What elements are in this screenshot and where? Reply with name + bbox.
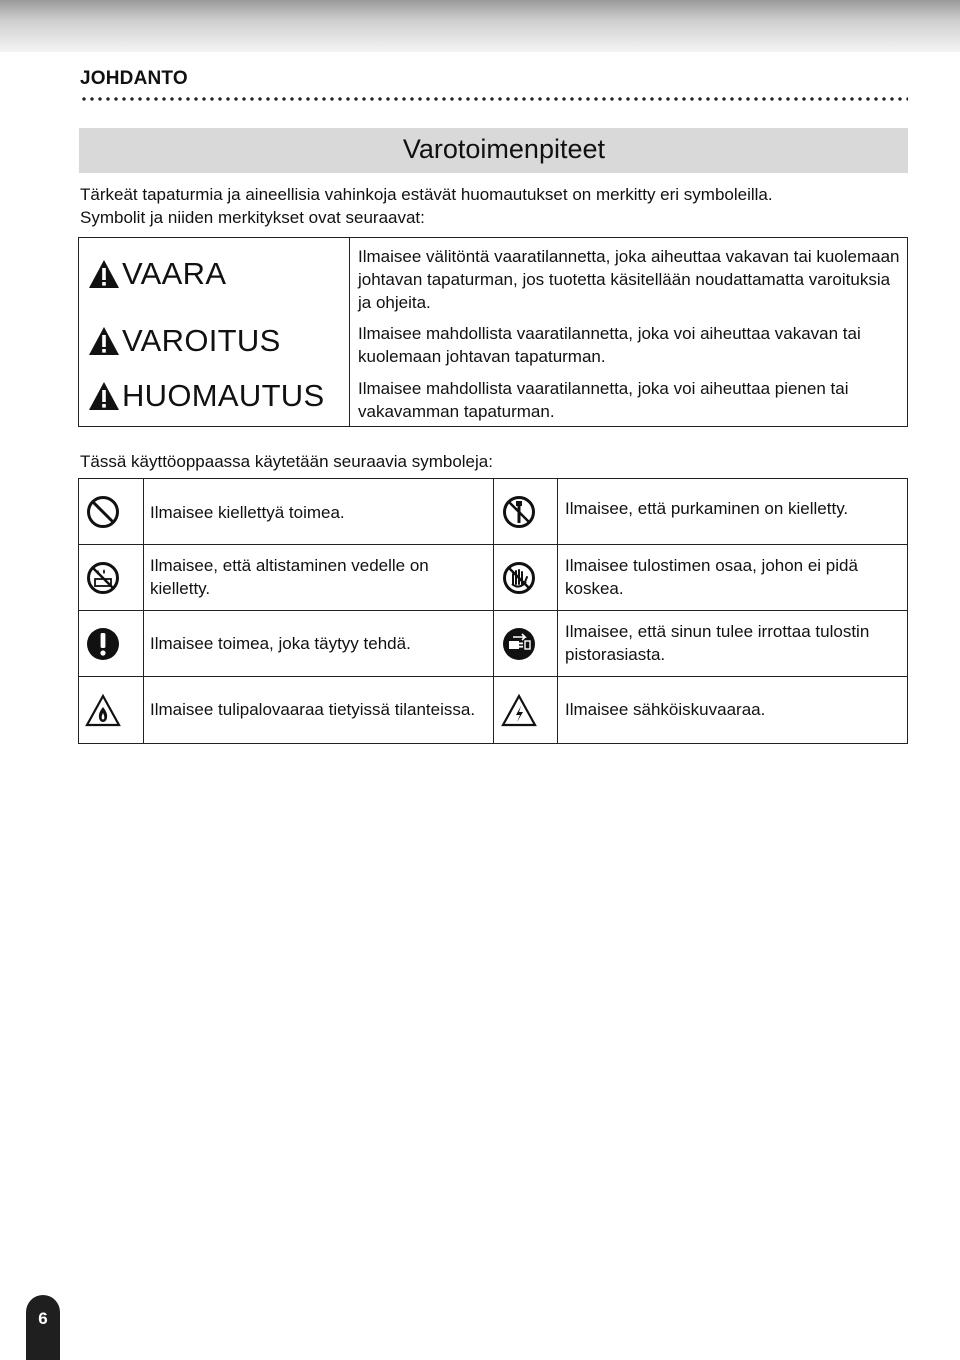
do-not-touch-icon: [501, 560, 537, 596]
table-divider: [143, 479, 144, 743]
intro-paragraph: [80, 183, 920, 229]
dotted-divider: [80, 96, 908, 102]
mandatory-action-icon: [85, 626, 121, 662]
title-bar: [79, 128, 908, 173]
section-header: JOHDANTO: [80, 68, 188, 89]
symbols-table: [78, 478, 908, 744]
table-divider: [557, 479, 558, 743]
warning-triangle-icon: [87, 258, 121, 290]
symbol-description: Ilmaisee, että altistaminen vedelle on kielletty.: [150, 556, 429, 598]
intro-line-1: Tärkeät tapaturmia ja aineellisia vahinkoja estävät huomautukset on merkitty eri symboleilla.: [80, 185, 773, 204]
symbol-description: Ilmaisee kiellettyä toimea.: [150, 502, 345, 522]
level-description: Ilmaisee mahdollista vaaratilannetta, joka voi aiheuttaa pienen tai vakavamman tapaturman.: [358, 379, 849, 421]
top-band: [0, 0, 960, 52]
level-varoitus: [87, 321, 281, 361]
table-divider: [493, 479, 494, 743]
symbol-description: Ilmaisee toimea, joka täytyy tehdä.: [150, 633, 411, 653]
symbol-description: Ilmaisee tulostimen osaa, johon ei pidä koskea.: [565, 556, 858, 598]
electric-shock-icon: [501, 693, 537, 729]
symbol-description: Ilmaisee tulipalovaaraa tietyissä tilanteissa.: [150, 699, 476, 719]
level-label: HUOMAUTUS: [122, 378, 325, 413]
page-title: Varotoimenpiteet: [402, 134, 605, 164]
page-number: 6: [38, 1309, 48, 1328]
warning-triangle-icon: [87, 325, 121, 357]
prohibition-icon: [85, 494, 121, 530]
no-water-icon: [85, 560, 121, 596]
level-description: Ilmaisee mahdollista vaaratilannetta, joka voi aiheuttaa vakavan tai kuolemaan johtavan tapaturman.: [358, 324, 861, 366]
level-label: VAROITUS: [122, 323, 281, 358]
symbols-intro: Tässä käyttöoppaassa käytetään seuraavia symboleja:: [80, 452, 493, 471]
warning-triangle-icon: [87, 380, 121, 412]
unplug-icon: [501, 626, 537, 662]
no-disassembly-icon: [501, 494, 537, 530]
level-description: Ilmaisee välitöntä vaaratilannetta, joka aiheuttaa vakavan tai kuolemaan johtavan tapaturman, jos tuotetta käsitellään noudattamatta varoituksia ja ohjeita.: [358, 247, 900, 312]
hazard-levels-table: [78, 237, 908, 427]
level-label: VAARA: [122, 256, 227, 291]
symbol-description: Ilmaisee sähköiskuvaaraa.: [565, 699, 766, 719]
symbol-description: Ilmaisee, että purkaminen on kielletty.: [565, 498, 849, 518]
symbol-description: Ilmaisee, että sinun tulee irrottaa tulostin pistorasiasta.: [565, 622, 870, 664]
level-vaara: [87, 254, 226, 294]
level-huomautus: [87, 376, 324, 416]
intro-line-2: Symbolit ja niiden merkitykset ovat seuraavat:: [80, 208, 425, 227]
fire-hazard-icon: [85, 693, 121, 729]
table-divider: [349, 238, 350, 426]
page-number-tab: [26, 1295, 60, 1360]
